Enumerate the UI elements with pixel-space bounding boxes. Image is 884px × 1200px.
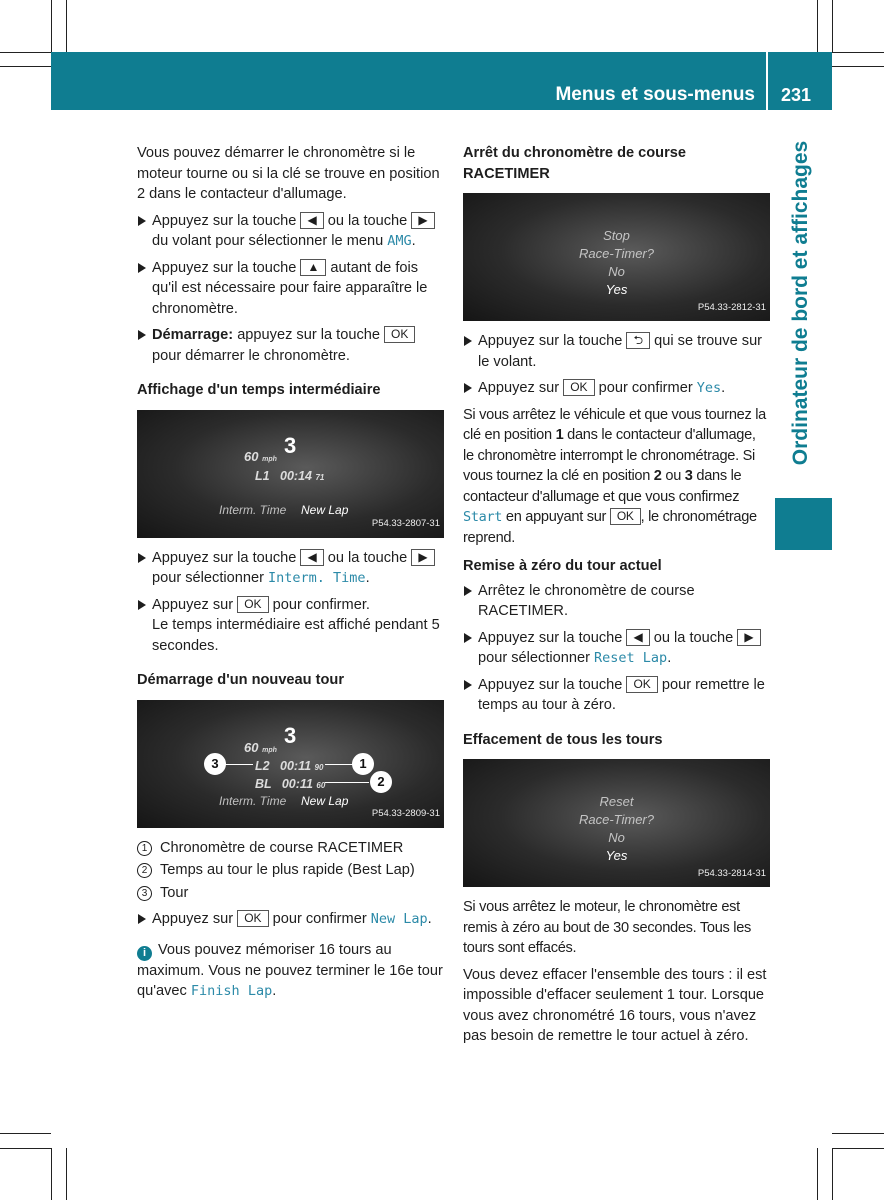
menu-name: Finish Lap <box>190 983 273 999</box>
body-paragraph: Vous devez effacer l'ensemble des tours : il est impossible d'effacer seulement 1 tour. Lorsque vous avez chronométré 16 tours, vous n'avez pas besoin de remettre le tour actuel à zéro. <box>463 966 767 1044</box>
subheading: Démarrage d'un nouveau tour <box>137 672 345 688</box>
right-column <box>463 143 770 1053</box>
display-menu: Reset Race-Timer? No Yes <box>578 794 654 863</box>
subheading: Affichage d'un temps intermédiaire <box>137 382 381 398</box>
callout-line <box>325 782 369 783</box>
instruction-step: Appuyez sur la touche OK pour remettre le temps au tour à zéro. <box>463 675 770 716</box>
instruction-step: Démarrage: appuyez sur la touche OK pour démarrer le chronomètre. <box>137 325 444 366</box>
crop-mark <box>66 1148 67 1200</box>
callout-1: 1 <box>352 753 374 775</box>
figure-reference: P54.33-2807-31 <box>371 518 440 529</box>
lap-time-readout: L1 00:14 71 <box>255 468 325 483</box>
crop-mark <box>0 66 51 67</box>
gear-indicator: 3 <box>284 432 297 458</box>
display-screenshot <box>137 700 444 828</box>
right-arrow-key-icon: ▶ <box>411 212 434 229</box>
left-arrow-key-icon: ◀ <box>300 549 323 566</box>
menu-name: Yes <box>696 380 722 396</box>
display-screenshot <box>137 410 444 538</box>
instruction-step: Appuyez sur la touche ◀ ou la touche ▶ pour sélectionner Reset Lap. <box>463 628 770 669</box>
crop-mark <box>51 1148 52 1200</box>
callout-line <box>225 764 253 765</box>
callout-line <box>325 764 355 765</box>
ok-key-icon: OK <box>610 508 641 525</box>
step-result: Le temps intermédiaire est affiché pendant 5 secondes. <box>152 617 440 654</box>
menu-name: Interm. Time <box>268 570 366 586</box>
right-arrow-key-icon: ▶ <box>411 549 434 566</box>
instruction-step: Appuyez sur la touche ⮌ qui se trouve sur le volant. <box>463 331 770 372</box>
up-arrow-key-icon: ▲ <box>300 259 326 276</box>
header-divider <box>766 52 768 110</box>
legend-item: 1 Chronomètre de course RACETIMER <box>137 838 444 859</box>
instruction-step: Appuyez sur OK pour confirmer Yes. <box>463 378 770 399</box>
crop-mark <box>817 0 818 52</box>
instruction-step: Arrêtez le chronomètre de course RACETIMER. <box>463 581 770 622</box>
ok-key-icon: OK <box>237 910 268 927</box>
crop-mark <box>832 66 884 67</box>
chapter-tab-block <box>775 498 832 550</box>
speed-readout: 60 mph <box>244 448 277 464</box>
subheading: Remise à zéro du tour actuel <box>463 558 662 574</box>
crop-mark <box>66 0 67 52</box>
figure-reference: P54.33-2809-31 <box>371 808 440 819</box>
left-arrow-key-icon: ◀ <box>300 212 323 229</box>
body-paragraph: Si vous arrêtez le véhicule et que vous tournez la clé en position 1 dans le contacteur d'allumage, le chronomètre interrompt le chronométrage. Si vous tournez la clé en position 2 ou 3 dans le contacteur d'allumage et que vous confirmez Start en appuyant sur OK , le chronométrage reprend. <box>463 406 766 546</box>
crop-mark <box>0 52 51 53</box>
legend-item: 2 Temps au tour le plus rapide (Best Lap) <box>137 860 444 881</box>
back-key-icon: ⮌ <box>626 332 650 349</box>
instruction-step: Appuyez sur la touche ▲ autant de fois qu'il est nécessaire pour faire apparaître le chronomètre. <box>137 258 444 320</box>
body-paragraph: Si vous arrêtez le moteur, le chronomètre est remis à zéro au bout de 30 secondes. Tous les tours sont effacés. <box>463 899 752 956</box>
instruction-step: Appuyez sur OK pour confirmer New Lap. <box>137 909 444 930</box>
crop-mark <box>51 0 52 52</box>
crop-mark <box>0 1133 51 1134</box>
display-screenshot <box>463 759 770 887</box>
crop-mark <box>817 1148 818 1200</box>
display-screenshot <box>463 193 770 321</box>
section-title: Menus et sous-menus <box>555 84 755 105</box>
menu-item-new-lap: New Lap <box>301 793 349 808</box>
subheading: Arrêt du chronomètre de course RACETIMER <box>463 145 687 182</box>
subheading: Effacement de tous les tours <box>463 731 663 748</box>
crop-mark <box>0 1148 51 1149</box>
right-arrow-key-icon: ▶ <box>737 629 760 646</box>
instruction-step: Appuyez sur OK pour confirmer. Le temps intermédiaire est affiché pendant 5 secondes. <box>137 595 444 657</box>
crop-mark <box>832 1148 833 1200</box>
menu-name: AMG <box>387 233 412 249</box>
best-lap-readout: BL 00:11 60 <box>255 776 326 791</box>
chapter-sidebar <box>770 112 832 502</box>
intro-paragraph: Vous pouvez démarrer le chronomètre si le moteur tourne ou si la clé se trouve en position 2 dans le contacteur d'allumage. <box>137 145 440 202</box>
info-note: i Vous pouvez mémoriser 16 tours au maximum. Vous ne pouvez terminer le 16e tour qu'avec Finish Lap. <box>137 941 443 999</box>
callout-3: 3 <box>204 753 226 775</box>
instruction-step: Appuyez sur la touche ◀ ou la touche ▶ du volant pour sélectionner le menu AMG. <box>137 211 444 252</box>
ok-key-icon: OK <box>563 379 594 396</box>
crop-mark <box>832 1148 884 1149</box>
speed-readout: 60 mph <box>244 739 277 755</box>
menu-item-interm-time: Interm. Time <box>219 793 287 808</box>
left-arrow-key-icon: ◀ <box>626 629 649 646</box>
figure-reference: P54.33-2812-31 <box>697 301 766 313</box>
display-menu: Stop Race-Timer? No Yes <box>578 228 654 297</box>
figure-reference: P54.33-2814-31 <box>697 867 766 879</box>
crop-mark <box>832 1133 884 1134</box>
chapter-title: Ordinateur de bord et affichages <box>789 140 812 466</box>
ok-key-icon: OK <box>626 676 657 693</box>
page-number: 231 <box>781 85 812 105</box>
left-column <box>137 143 444 1002</box>
crop-mark <box>832 52 884 53</box>
lap-time-readout: L2 00:11 90 <box>255 758 324 773</box>
instruction-step: Appuyez sur la touche ◀ ou la touche ▶ pour sélectionner Interm. Time. <box>137 548 444 589</box>
callout-2: 2 <box>370 771 392 793</box>
menu-name: New Lap <box>370 911 428 927</box>
ok-key-icon: OK <box>237 596 268 613</box>
menu-item-new-lap: New Lap <box>301 502 349 517</box>
gear-indicator: 3 <box>284 722 297 748</box>
ok-key-icon: OK <box>384 326 415 343</box>
menu-name: Start <box>463 509 503 525</box>
menu-item-interm-time: Interm. Time <box>219 502 287 517</box>
legend-item: 3 Tour <box>137 883 444 904</box>
info-icon: i <box>137 946 152 961</box>
page-header <box>51 52 832 110</box>
crop-mark <box>832 0 833 52</box>
menu-name: Reset Lap <box>594 650 668 666</box>
